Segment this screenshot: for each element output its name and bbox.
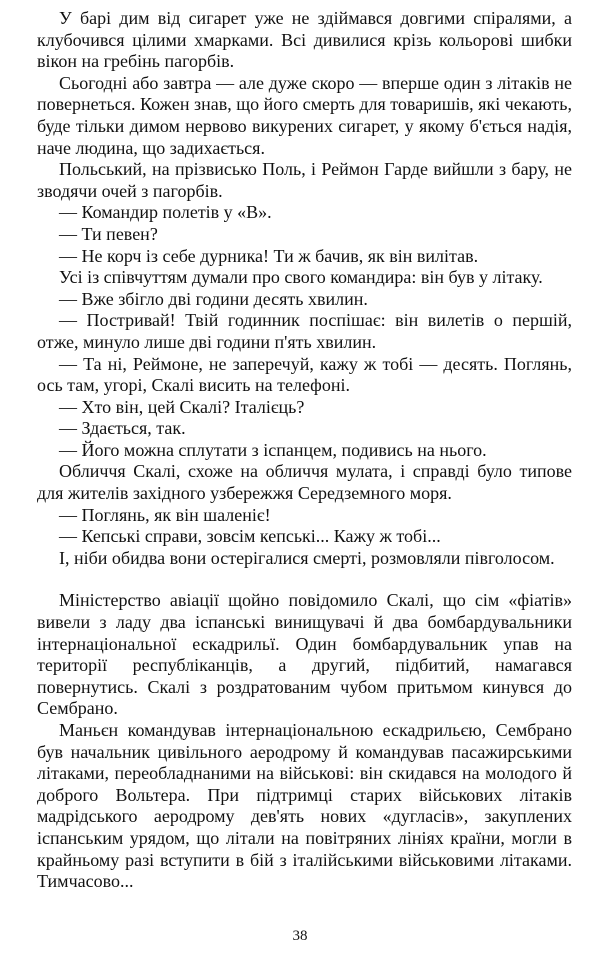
dialogue-line: — Його можна сплутати з іспанцем, подивись на нього. <box>59 439 487 460</box>
paragraph: Обличчя Скалі, схоже на обличчя мулата, і справді було типове для жителів західного узбережжя Середземного моря. <box>37 461 572 504</box>
paragraph: Сьогодні або завтра — але дуже скоро — вперше один з літаків не повернеться. Кожен знав, що його смерть для товаришів, які чекають, буде тільки димом нервово викурених сигарет, у якому б'ється надія, наче людина, що задихається. <box>37 72 572 158</box>
dialogue-line: — Хто він, цей Скалі? Італієць? <box>59 396 305 417</box>
paragraph: Польський, на прізвисько Поль, і Реймон Гарде вийшли з бару, не зводячи очей з пагорбів. <box>37 159 572 201</box>
section-break <box>37 569 572 590</box>
paragraph: Маньєн командував інтернаціональною ескадрильєю, Сембрано був начальник цивільного аеродрому й командував пасажирськими літаками, переобладнаними на військові: він скидався на молодого й доброго Вольтера. При підтримці старих військових літаків мадрідського аеродрому дев'ять нових «дугласів», закуплених іспанським урядом, що літали на повітряних лініях країни, могли в крайньому разі вступити в бій з італійськими військовими літаками. Тимчасово... <box>37 720 572 892</box>
dialogue-line: — Кепські справи, зовсім кепські... Кажу ж тобі... <box>59 526 441 547</box>
paragraph: У барі дим від сигарет уже не здіймався довгими спіралями, а клубочився цілими хмарками. Всі дивилися крізь кольорові шибки вікон на гребінь пагорбів. <box>37 8 572 72</box>
paragraph: Усі із співчуттям думали про свого командира: він був у літаку. <box>59 267 543 288</box>
document-page <box>37 8 572 893</box>
text-section-1 <box>37 8 572 569</box>
dialogue-line: — Не корч із себе дурника! Ти ж бачив, як він вилітав. <box>59 245 479 266</box>
dialogue-line: — Поглянь, як він шаленіє! <box>59 504 271 525</box>
paragraph: Міністерство авіації щойно повідомило Скалі, що сім «фіатів» вивели з ладу два іспанські винищувачі й два бомбардувальники інтернаціональної ескадрильї. Один бомбардувальник упав на території республіканців, а другий, підбитий, намагався повернутись. Скалі з роздратованим чубом притьмом кинувся до Сембрано. <box>37 590 572 719</box>
page-number: 38 <box>292 928 308 944</box>
dialogue-line: — Командир полетів у «В». <box>59 202 272 223</box>
paragraph: І, ніби обидва вони остерігалися смерті, розмовляли півголосом. <box>59 547 555 568</box>
dialogue-line: — Постривай! Твій годинник поспішає: він вилетів о першій, отже, минуло лише дві години п'ять хвилин. <box>37 310 572 352</box>
text-section-2 <box>37 590 572 892</box>
dialogue-line: — Ти певен? <box>59 223 158 244</box>
dialogue-line: — Здається, так. <box>59 418 186 439</box>
dialogue-line: — Та ні, Реймоне, не заперечуй, кажу ж тобі — десять. Поглянь, ось там, угорі, Скалі висить на телефоні. <box>37 353 572 396</box>
dialogue-line: — Вже збігло дві години десять хвилин. <box>59 288 368 309</box>
